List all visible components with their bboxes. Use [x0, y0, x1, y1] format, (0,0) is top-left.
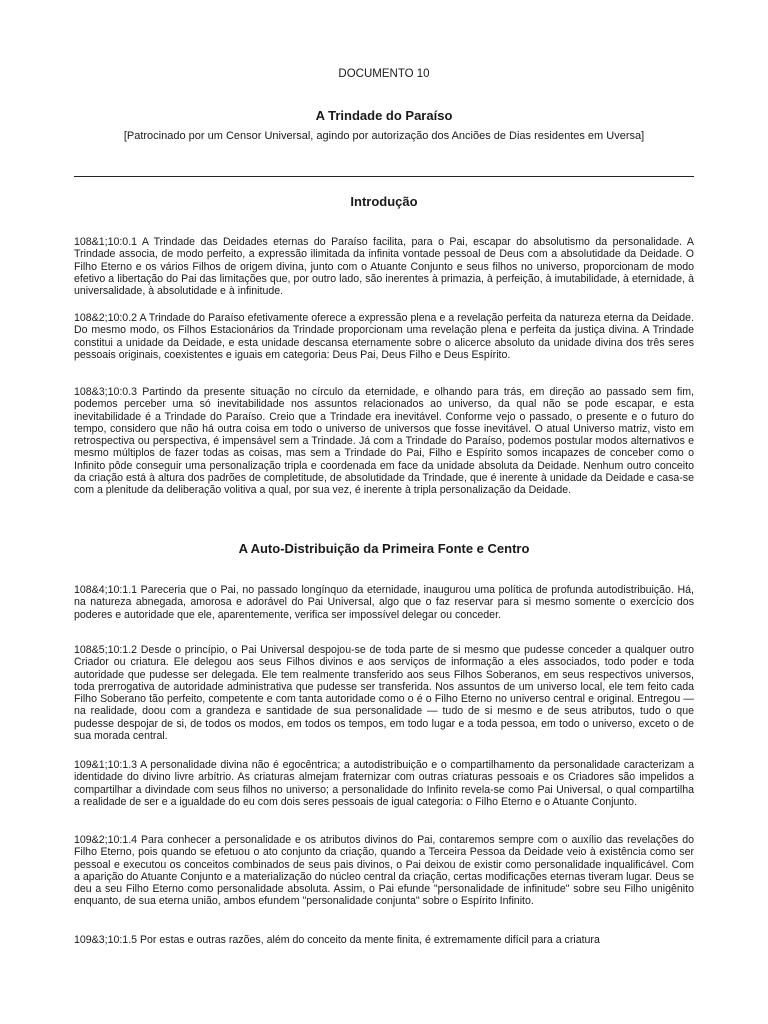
section-heading-auto-distribuicao: A Auto-Distribuição da Primeira Fonte e Centro — [238, 541, 530, 556]
paragraph-10-1-2: 108&5;10:1.2 Desde o princípio, o Pai Universal despojou-se de toda parte de si mesmo que pudesse conceder a qualquer outro Criador ou criatura. Ele delegou aos seus Filhos divinos e aos serviços de informação a eles associados, todo poder e toda autoridade que pudesse ser delegada. Ele tem realmente transferido aos seus Filhos Soberanos, em seus respectivos universos, toda prerrogativa de autoridade administrativa que pudesse ser transferida. Nos assuntos de um universo local, ele tem feito cada Filho Soberano tão perfeito, competente e com tanta autoridade como o é o Filho Eterno no universo central e original. Entregou — na realidade, doou com a grandeza e santidade de sua personalidade — tudo de si mesmo e de seus atributos, tudo o que pudesse despojar de si, de todos os modos, em todos os tempos, em todo lugar e a toda pessoa, em todo o universo, exceto o de sua morada central. — [74, 644, 694, 742]
document-title: A Trindade do Paraíso — [315, 108, 453, 123]
paragraph-10-0-1: 108&1;10:0.1 A Trindade das Deidades eternas do Paraíso facilita, para o Pai, escapar do absolutismo da personalidade. A Trindade associa, de modo perfeito, a expressão ilimitada da infinita vontade pessoal de Deus com a absolutidade da Deidade. O Filho Eterno e os vários Filhos de origem divina, junto com o Atuante Conjunto e seus filhos no universo, proporcionam de modo efetivo a libertação do Pai das limitações que, por outro lado, são inerentes à primazia, à perfeição, à imutabilidade, à eternidade, à universalidade, à absolutidade e à infinitude. — [74, 236, 694, 297]
document-number: DOCUMENTO 10 — [338, 68, 430, 80]
paragraph-10-1-3: 109&1;10:1.3 A personalidade divina não é egocêntrica; a autodistribuição e o compartilhamento da personalidade caracterizam a identidade do divino livre arbítrio. As criaturas almejam fraternizar com outras criaturas pessoais e os Criadores são impelidos a compartilhar a divindade com seus filhos no universo; a personalidade do Infinito revela-se como Pai Universal, o qual compartilha a realidade de ser e a igualdade do eu com dois seres pessoais de igual categoria: o Filho Eterno e o Atuante Conjunto. — [74, 759, 694, 808]
horizontal-divider — [74, 176, 694, 177]
document-subtitle: [Patrocinado por um Censor Universal, agindo por autorização dos Anciões de Dias residentes em Uversa] — [123, 130, 645, 142]
paragraph-10-0-2: 108&2;10:0.2 A Trindade do Paraíso efetivamente oferece a expressão plena e a revelação perfeita da natureza eterna da Deidade. Do mesmo modo, os Filhos Estacionários da Trindade proporcionam uma revelação plena e perfeita da justiça divina. A Trindade constitui a unidade da Deidade, e esta unidade descansa eternamente sobre o alicerce absoluto da unidade divina dos três seres pessoais originais, coexistentes e iguais em categoria: Deus Pai, Deus Filho e Deus Espírito. — [74, 312, 694, 361]
section-heading-introducao: Introdução — [350, 194, 418, 209]
paragraph-10-1-5: 109&3;10:1.5 Por estas e outras razões, além do conceito da mente finita, é extremamente difícil para a criatura — [74, 934, 600, 946]
paragraph-10-0-3: 108&3;10:0.3 Partindo da presente situação no círculo da eternidade, e olhando para trás, em direção ao passado sem fim, podemos perceber uma só inevitabilidade nos assuntos relacionados ao universo, da qual não se pode escapar, e esta inevitabilidade é a Trindade do Paraíso. Creio que a Trindade era inevitável. Conforme vejo o passado, o presente e o futuro do tempo, considero que não há outra coisa em todo o universo de universos que fosse inevitável. O atual Universo matriz, visto em retrospectiva ou perspectiva, é impensável sem a Trindade. Já com a Trindade do Paraíso, podemos postular modos alternativos e mesmo múltiplos de fazer todas as coisas, mas sem a Trindade do Pai, Filho e Espírito somos incapazes de conceber como o Infinito pôde conseguir uma personalização tripla e coordenada em face da unidade absoluta da Deidade. Nenhum outro conceito da criação está à altura dos padrões de completitude, de absolutidade da Trindade, que é inerente à unidade da Deidade e casa-se com a plenitude da deliberação volitiva a qual, por sua vez, é inerente à tripla personalização da Deidade. — [74, 386, 694, 496]
paragraph-10-1-4: 109&2;10:1.4 Para conhecer a personalidade e os atributos divinos do Pai, contaremos sempre com o auxílio das revelações do Filho Eterno, pois quando se efetuou o ato conjunto da criação, quando a Terceira Pessoa da Deidade veio à existência como ser pessoal e executou os conceitos combinados de seus pais divinos, o Pai deixou de existir como personalidade inqualificável. Com a aparição do Atuante Conjunto e a materialização do núcleo central da criação, certas modificações eternas tiveram lugar. Deus se deu a seu Filho Eterno como personalidade absoluta. Assim, o Pai efunde "personalidade de infinitude" sobre seu Filho unigênito enquanto, de sua eterna união, ambos efundem "personalidade conjunta" sobre o Espírito Infinito. — [74, 834, 694, 908]
paragraph-10-1-1: 108&4;10:1.1 Pareceria que o Pai, no passado longínquo da eternidade, inaugurou uma política de profunda autodistribuição. Há, na natureza abnegada, amorosa e adorável do Pai Universal, algo que o faz reservar para si mesmo somente o exercício dos poderes e autoridade que ele, aparentemente, verifica ser impossível delegar ou conceder. — [74, 584, 694, 621]
